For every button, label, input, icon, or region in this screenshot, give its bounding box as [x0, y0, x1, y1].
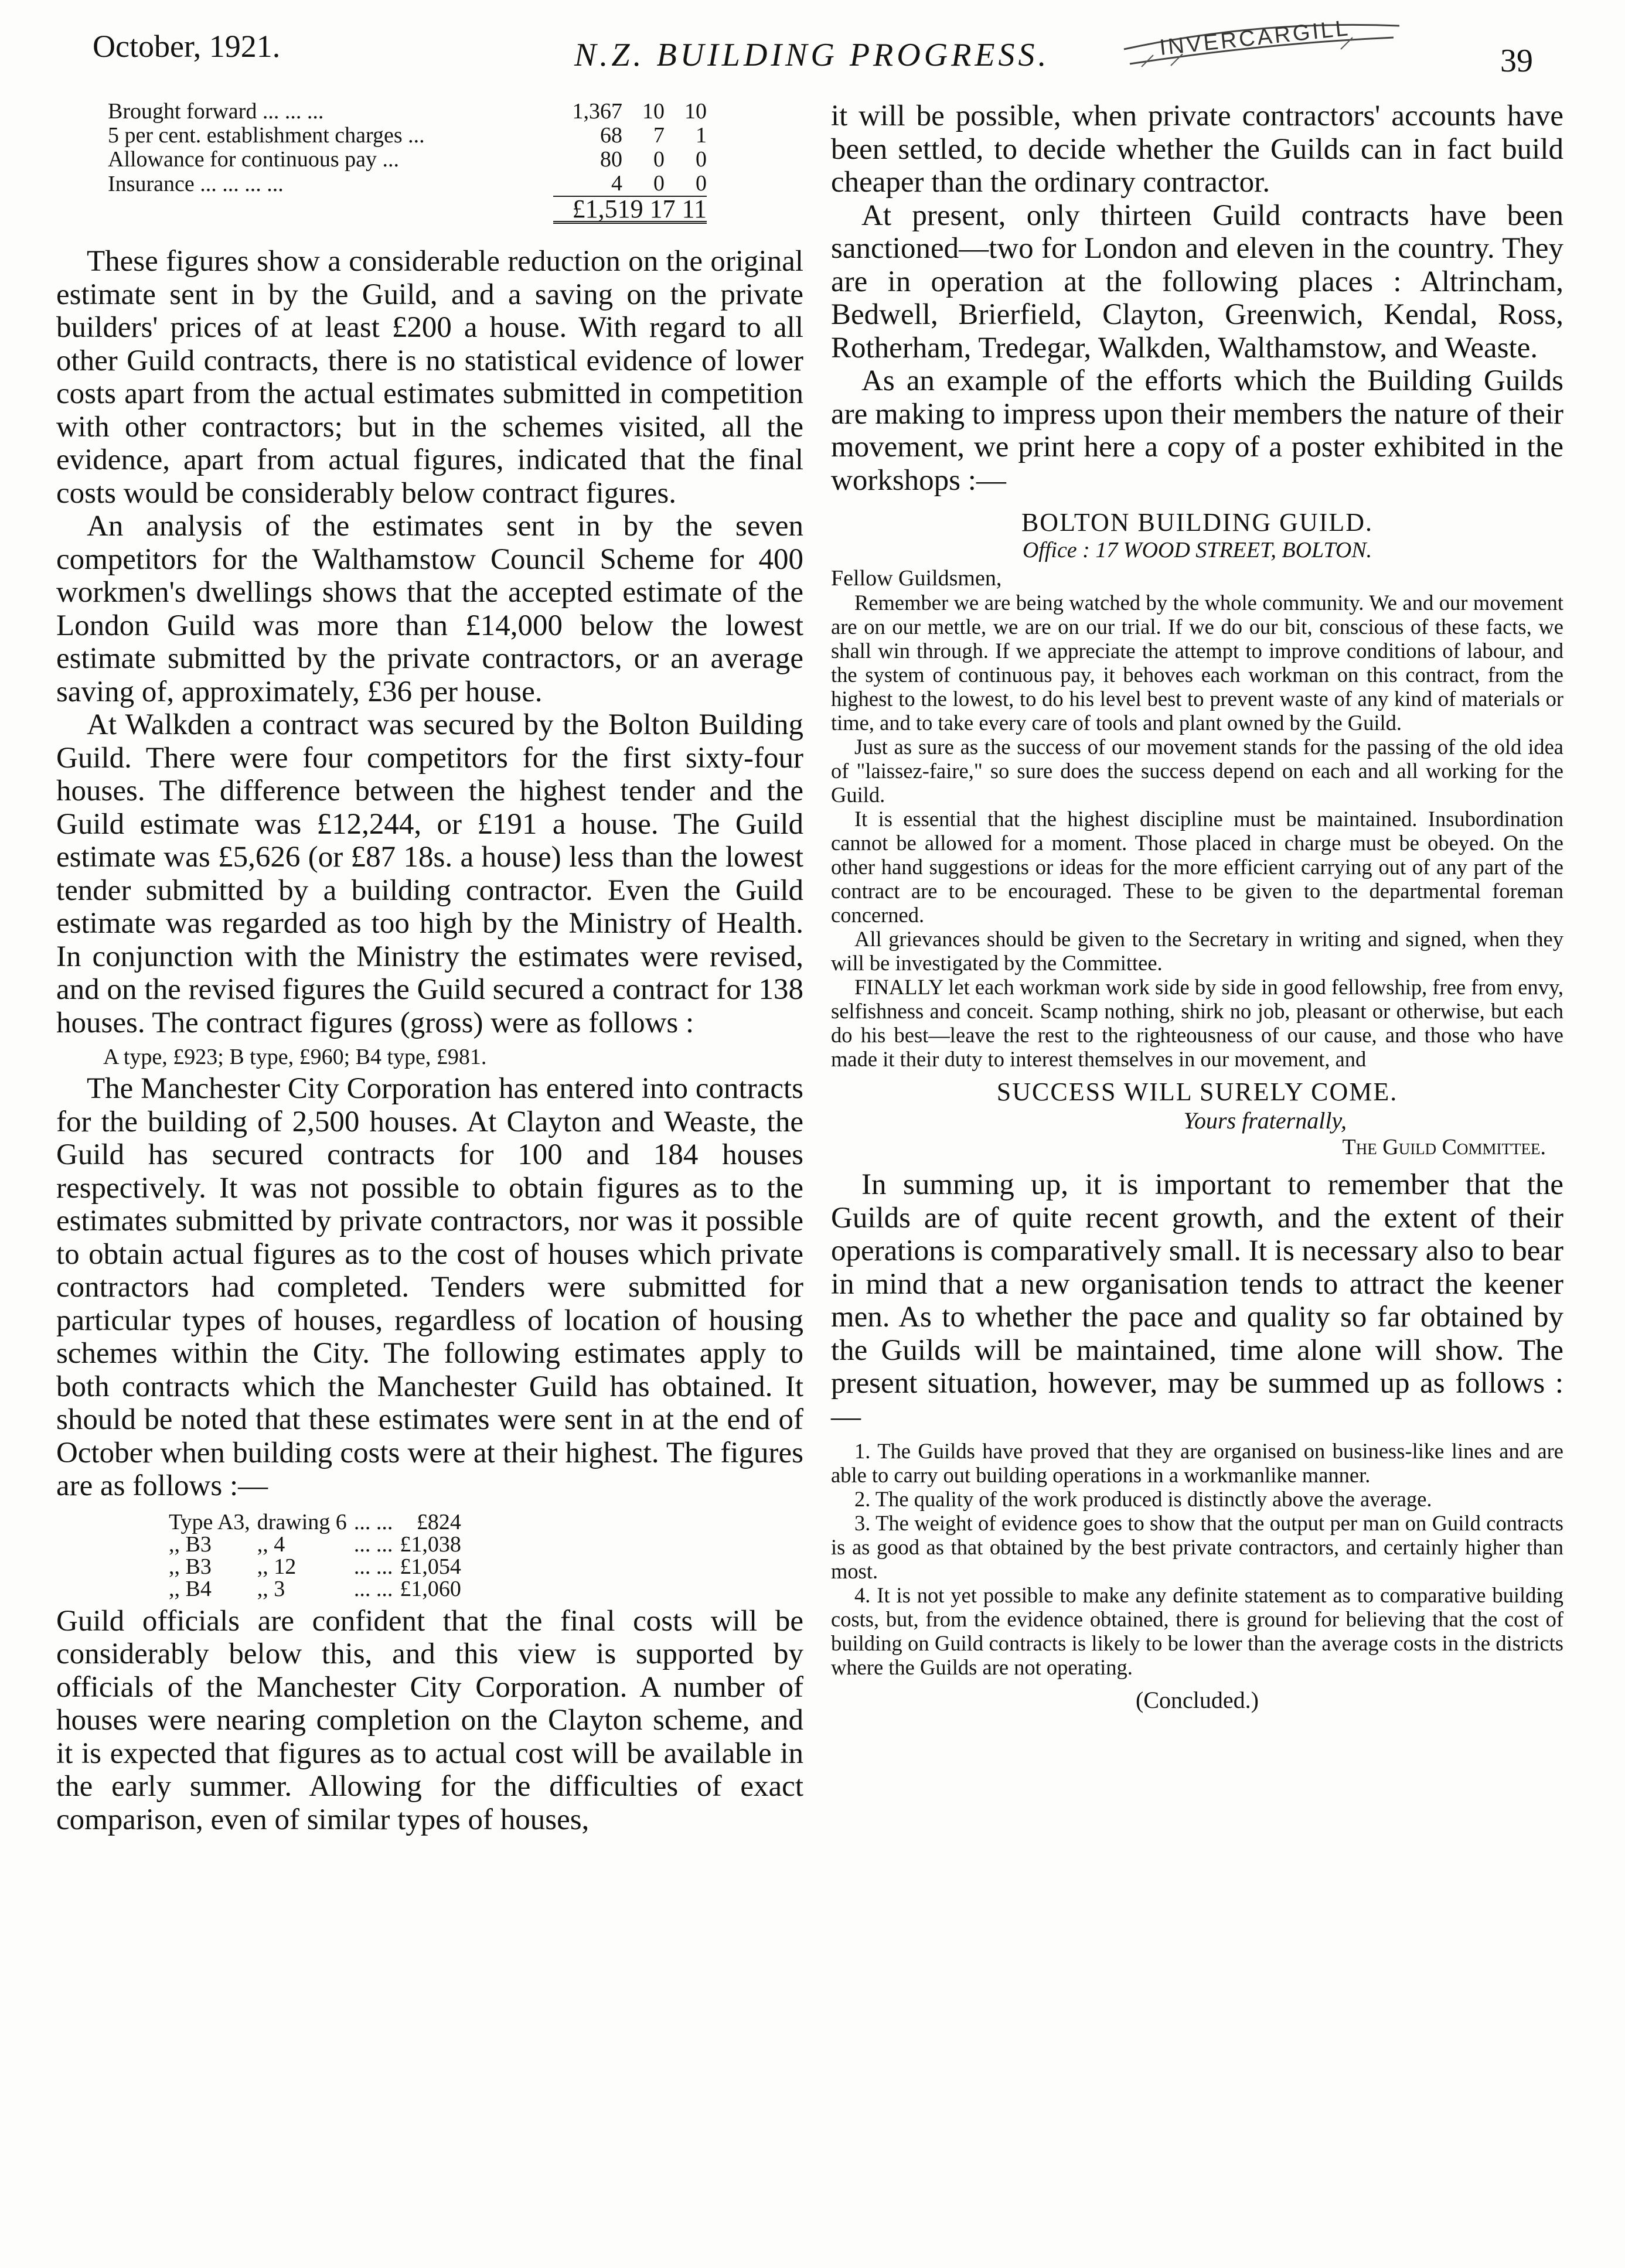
poster-paragraph: It is essential that the highest discipline must be maintained. Insubordination cannot be allowed for a moment. Those placed in charge must be obeyed. On the other hand suggestions or ideas for the more efficient carrying out of any part of the contract are to be encouraged. These to be given to the departmental foreman concerned. [831, 807, 1563, 927]
estimate-leader: ... ... [353, 1532, 393, 1557]
salutation: Fellow Guildsmen, [831, 566, 1002, 591]
account-pence: 0 [696, 147, 707, 172]
estimate-cost: £1,054 [400, 1554, 461, 1579]
estimate-row [165, 1511, 465, 1533]
poster-office: Office : 17 WOOD STREET, BOLTON. [1022, 538, 1372, 562]
account-table [108, 100, 707, 224]
paragraph: These figures show a considerable reduction on the original estimate sent in by the Guild, and a saving on the private builders' prices of at least £200 a house. With regard to all other Guild contracts, there is no statistical evidence of lower costs apart from the actual estimates submitted in competition with other contractors; but in the schemes visited, all the evidence, apart from actual figures, indicated that the final costs would be considerably below contract figures. [56, 245, 803, 510]
account-pence: 0 [696, 171, 707, 196]
summary-point: 3. The weight of evidence goes to show that the output per man on Guild contracts is as good as that obtained by the best private contractors, and certainly higher than most. [831, 1511, 1563, 1583]
paragraph: Guild officials are confident that the final costs will be considerably below this, and this view is supported by officials of the Manchester City Corporation. A number of houses were nearing completion on the Clayton scheme, and it is expected that figures as to actual cost will be available in the early summer. Allowing for the difficulties of exact comparison, even of similar types of houses, [56, 1604, 803, 1836]
paragraph: In summing up, it is important to remember that the Guilds are of quite recent growth, and the extent of their operations is comparatively small. It is necessary also to bear in mind that a new organisation tends to attract the keener men. As to whether the pace and quality so far obtained by the Guilds will be maintained, time alone will show. The present situation, however, may be summed up as follows :— [831, 1168, 1563, 1433]
estimate-row [165, 1556, 465, 1578]
poster-paragraph: FINALLY let each workman work side by side in good fellowship, free from envy, selfishness and conceit. Scamp nothing, shirk no job, pleasant or otherwise, but each do his best—leave the rest to the righteousness of our cause, and those who have made it their duty to interest themselves in our movement, and [831, 975, 1564, 1071]
paragraph: At present, only thirteen Guild contracts have been sanctioned—two for London and eleven in the country. They are in operation at the following places : Altrincham, Bedwell, Brierfield, Clayton, Greenwich, Kendal, Ross, Rotherham, Tredegar, Walkden, Walthamstow, and Weaste. [831, 199, 1563, 364]
issue-date: October, 1921. [93, 29, 281, 64]
estimate-row [165, 1578, 465, 1600]
poster-paragraph: Just as sure as the success of our movement stands for the passing of the old idea of "laissez-faire," so sure does the success depend on each and all working for the Guild. [831, 735, 1563, 807]
summary-point: 1. The Guilds have proved that they are organised on business-like lines and are able to carry out building operations in a workmanlike manner. [831, 1439, 1563, 1487]
account-label: 5 per cent. establishment charges ... [108, 123, 425, 148]
account-shillings: 10 [642, 99, 665, 124]
poster-paragraph: Remember we are being watched by the whole community. We and our movement are on our mettle, we are on our trial. If we do our bit, conscious of these facts, we shall win through. If we appreciate the attempt to improve conditions of labour, and the system of continuous pay, it behoves each workman on this contract, from the highest to the lowest, to do his level best to prevent waste of any kind of materials or time, and to take every care of tools and plant owned by the Guild. [831, 591, 1563, 735]
account-row [108, 124, 707, 148]
account-pence: 1 [696, 123, 707, 148]
account-label: Insurance ... ... ... ... [108, 171, 284, 196]
paragraph: As an example of the efforts which the Building Guilds are making to impress upon their members the nature of their movement, we print here a copy of a poster exhibited in the workshops :— [831, 364, 1563, 497]
paragraph: At Walkden a contract was secured by the Bolton Building Guild. There were four competitors for the first sixty-four houses. The difference between the highest tender and the Guild estimate was £12,244, or £191 a house. The Guild estimate was £5,626 (or £87 18s. a house) less than the lowest tender submitted by a building contractor. Even the Guild estimate was regarded as too high by the Ministry of Health. In conjunction with the Ministry the estimates were revised, and on the revised figures the Guild secured a contract for 138 houses. The contract figures (gross) were as follows : [56, 708, 803, 1039]
account-row [108, 172, 707, 196]
account-pence: 10 [684, 99, 707, 124]
estimates-table [165, 1511, 465, 1600]
account-pounds: 80 [600, 147, 622, 172]
summary-point: 4. It is not yet possible to make any definite statement as to comparative building costs, but, from the evidence obtained, there is ground for believing that the cost of building on Guild contracts is likely to be lower than the average costs in the districts where the Guilds are not operating. [831, 1583, 1563, 1679]
estimate-cost: £824 [416, 1509, 461, 1534]
account-shillings: 7 [653, 123, 665, 148]
summary-point: 2. The quality of the work produced is distinctly above the average. [854, 1487, 1432, 1511]
page-number: 39 [1500, 43, 1533, 79]
journal-title: N.Z. BUILDING PROGRESS. [574, 37, 1050, 73]
account-label: Brought forward ... ... ... [108, 99, 324, 124]
estimate-leader: ... ... [353, 1554, 393, 1579]
estimate-drawing: ,, 4 [257, 1532, 285, 1557]
paragraph: The Manchester City Corporation has entered into contracts for the building of 2,500 houses. At Clayton and Weaste, the Guild has secured contracts for 100 and 184 houses respectively. It was not possible to obtain figures as to the estimates submitted by private contractors, nor was it possible to obtain actual figures as to the cost of houses which private contractors had completed. Tenders were submitted for particular types of houses, regardless of location of housing schemes within the City. The following estimates apply to both contracts which the Manchester Guild has obtained. It should be noted that these estimates were sent in at the end of October when building costs were at their highest. The figures are as follows :— [56, 1072, 803, 1502]
concluded-note: (Concluded.) [1136, 1687, 1259, 1713]
estimate-type: ,, B4 [169, 1576, 212, 1601]
left-column [56, 100, 803, 1836]
paragraph: it will be possible, when private contractors' accounts have been settled, to decide whether the Guilds can in fact build cheaper than the ordinary contractor. [831, 100, 1563, 199]
estimate-cost: £1,038 [400, 1532, 461, 1557]
account-pounds: 4 [611, 171, 622, 196]
account-pounds: 68 [600, 123, 622, 148]
account-label: Allowance for continuous pay ... [108, 147, 400, 172]
poster-title: BOLTON BUILDING GUILD. [1021, 508, 1374, 537]
account-shillings: 0 [653, 171, 665, 196]
library-stamp [1118, 8, 1405, 73]
poster-signature: The Guild Committee. [1342, 1135, 1546, 1159]
estimate-drawing: ,, 3 [257, 1576, 285, 1601]
right-column [831, 100, 1563, 1714]
poster-closing: Yours fraternally, [1183, 1107, 1347, 1134]
account-total-row [108, 196, 707, 223]
account-total: £1,519 17 11 [553, 196, 707, 223]
poster-slogan: SUCCESS WILL SURELY COME. [996, 1077, 1398, 1106]
account-row [108, 148, 707, 172]
estimate-cost: £1,060 [400, 1576, 461, 1601]
estimate-drawing: ,, 12 [257, 1554, 297, 1579]
estimate-leader: ... ... [353, 1509, 393, 1534]
estimate-type: ,, B3 [169, 1532, 212, 1557]
account-row [108, 100, 707, 124]
estimate-type: ,, B3 [169, 1554, 212, 1579]
poster-paragraph: All grievances should be given to the Secretary in writing and signed, when they will be investigated by the Committee. [831, 927, 1563, 975]
paragraph: An analysis of the estimates sent in by the seven competitors for the Walthamstow Council Scheme for 400 workmen's dwellings shows that the accepted estimate of the London Guild was more than £14,000 below the lowest estimate submitted by the private contractors, or an average saving of, approximately, £36 per house. [56, 510, 803, 708]
estimate-row [165, 1533, 465, 1556]
estimate-leader: ... ... [353, 1576, 393, 1601]
estimate-type: Type A3, [169, 1509, 250, 1534]
stamp-text: INVERCARGILL [1158, 16, 1351, 60]
house-type-prices: A type, £923; B type, £960; B4 type, £981. [103, 1045, 487, 1069]
account-shillings: 0 [653, 147, 665, 172]
account-pounds: 1,367 [572, 99, 622, 124]
estimate-drawing: drawing 6 [257, 1509, 347, 1534]
